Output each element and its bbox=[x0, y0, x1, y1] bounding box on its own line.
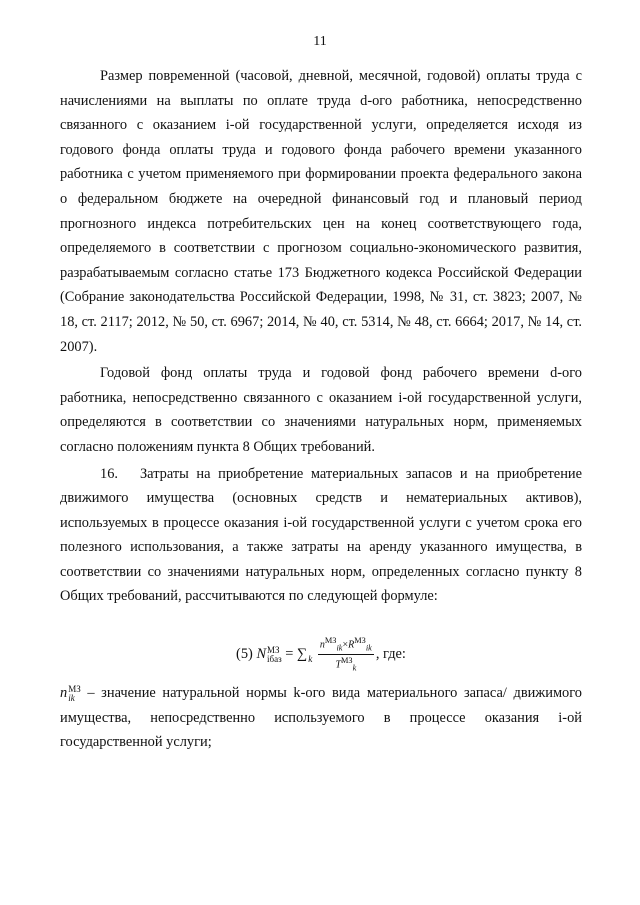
numerator-a-sub: ik bbox=[336, 643, 343, 653]
numerator-b-sup: МЗ bbox=[354, 636, 366, 646]
denominator-sup: МЗ bbox=[341, 656, 353, 666]
formula-lhs-sub: iбаз bbox=[267, 653, 282, 664]
definition-symbol: n bbox=[60, 685, 68, 702]
formula-sum-index bbox=[308, 646, 312, 664]
definition-text: – значение натуральной нормы k-ого вида материального запаса/ движимого имущества, непосредственно используемого в процессе оказания i-ой государственной услуги; bbox=[60, 685, 582, 751]
formula-equals: = bbox=[285, 646, 294, 663]
numerator-a-sup: МЗ bbox=[324, 636, 337, 646]
definition-indices bbox=[68, 685, 81, 703]
formula-lhs-indices bbox=[267, 646, 282, 664]
document-body bbox=[60, 64, 582, 755]
numerator-times: × bbox=[342, 639, 349, 651]
numerator-a: n bbox=[319, 639, 325, 651]
formula-lhs-sup: МЗ bbox=[267, 644, 280, 655]
formula-denominator bbox=[318, 655, 374, 674]
definition-sub: ik bbox=[68, 692, 75, 703]
page-number: 11 bbox=[313, 34, 327, 49]
numerator-b-sub: ik bbox=[365, 643, 372, 653]
formula-sum-sub: k bbox=[308, 653, 313, 664]
formula-sum-symbol: ∑ bbox=[297, 646, 308, 663]
definition-n-ik bbox=[60, 681, 582, 755]
definition-sup: МЗ bbox=[68, 683, 81, 694]
paragraph-item-16: 16. Затраты на приобретение материальных запасов и на приобретение движимого имущества (основных средств и нематериальных активов), используемых в процессе оказания i-ой государственной услуги с учетом срока его полезного использования, а также затраты на аренду указанного имущества, в соответствии со значениями натуральных норм, определенных согласно пункту 8 Общих требований, рассчитываются по следующей формуле: bbox=[60, 465, 582, 605]
formula-lhs-symbol: N bbox=[256, 646, 267, 663]
numerator-b: R bbox=[348, 639, 355, 651]
paragraph-annual-fund: Годовой фонд оплаты труда и годовой фонд рабочего времени d-ого работника, непосредственно связанного с оказанием i-ой государственной услуги, определяются в соответствии со значениями натуральных норм, применяемых согласно положениям пункта 8 Общих требований. bbox=[60, 365, 582, 455]
paragraph-wage-rate: Размер повременной (часовой, дневной, месячной, годовой) оплаты труда с начислениями на выплаты по оплате труда d-ого работника, непосредственно связанного с оказанием i-ой государственной услуги, определяется исходя из годового фонда оплаты труда и годового фонда рабочего времени указанного работника с учетом применяемого при формировании проекта федерального закона о федеральном бюджете на очередной финансовый год и плановый период прогнозного индекса потребительских цен на конец соответствующего года, определяемого в соответствии с прогнозом социально-экономического развития, разрабатываемым согласно статье 173 Бюджетного кодекса Российской Федерации (Собрание законодательства Российской Федерации, 1998, № 31, ст. 3823; 2007, № 18, ст. 2117; 2012, № 50, ст. 6967; 2014, № 40, ст. 5314, № 48, ст. 6664; 2017, № 14, ст. 2007). bbox=[60, 68, 582, 355]
denominator-symbol: T bbox=[335, 659, 342, 671]
denominator-sub: k bbox=[352, 663, 357, 673]
formula-suffix: , где: bbox=[375, 646, 406, 663]
formula-5 bbox=[60, 635, 582, 675]
formula-numerator bbox=[318, 635, 374, 655]
formula-number: (5) bbox=[236, 646, 253, 663]
formula-fraction bbox=[318, 635, 374, 675]
